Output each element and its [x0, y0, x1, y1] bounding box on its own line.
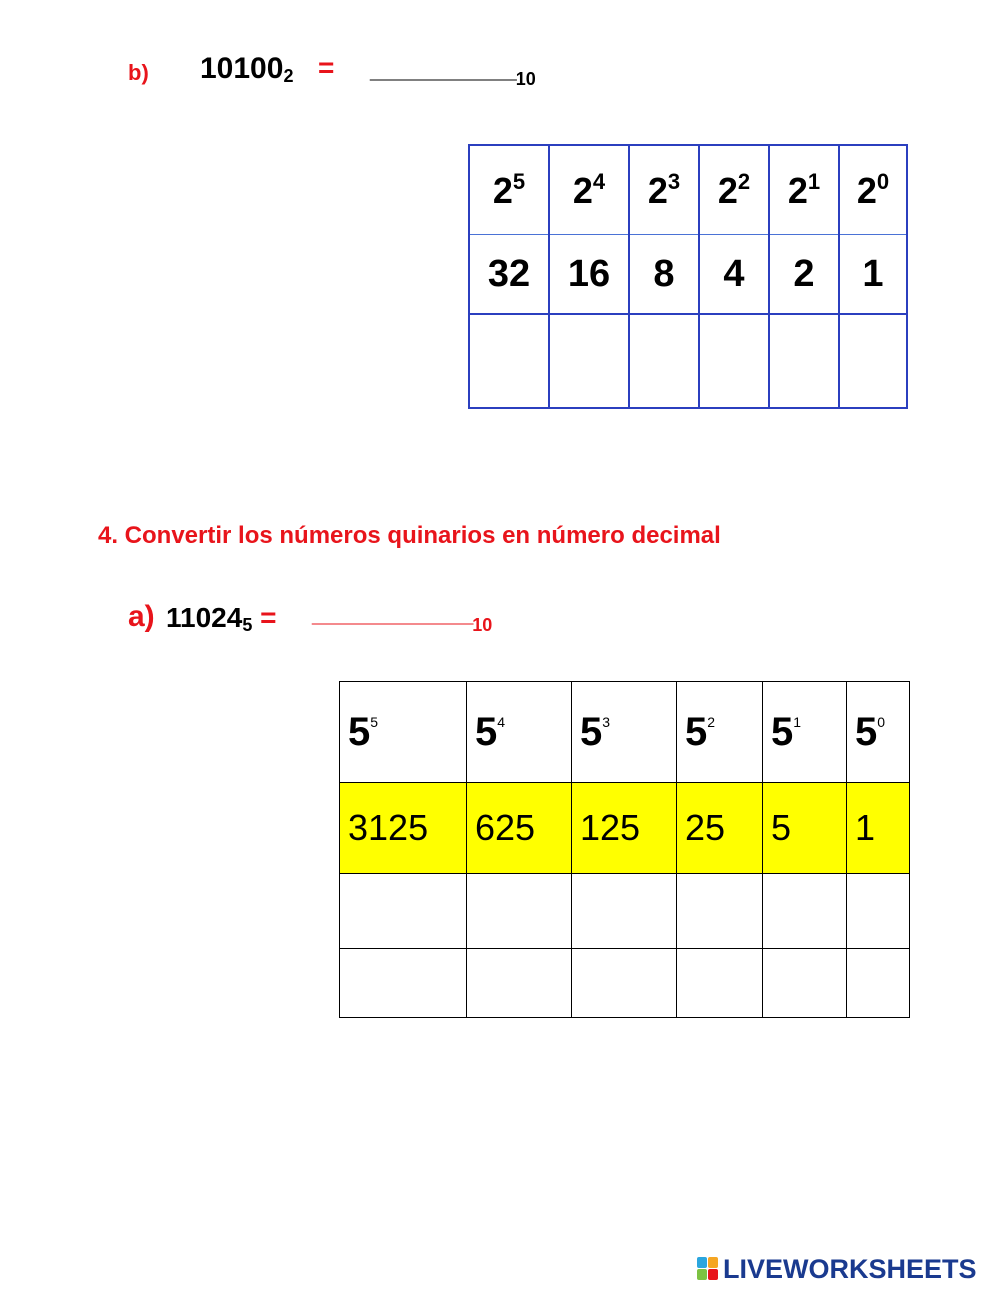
power-exponent: 1	[793, 713, 802, 730]
quinary-value-cell: 3125	[340, 783, 467, 874]
binary-value-cell: 8	[629, 235, 699, 315]
exercise-b-equals: =	[318, 52, 335, 83]
binary-value-cell: 16	[549, 235, 629, 315]
quinary-answer-cell[interactable]	[340, 949, 467, 1018]
binary-value-cell: 1	[839, 235, 907, 315]
quinary-answer-cell[interactable]	[572, 874, 677, 949]
quinary-value-cell: 25	[677, 783, 763, 874]
quinary-values-row	[340, 783, 910, 874]
power-base: 5	[855, 709, 878, 754]
section-4-heading: 4. Convertir los números quinarios en número decimal	[98, 522, 721, 549]
power-base: 2	[856, 169, 877, 211]
binary-answer-cell[interactable]	[549, 314, 629, 408]
binary-answer-cell[interactable]	[629, 314, 699, 408]
power-exponent: 2	[707, 713, 716, 730]
exercise-b-answer-blank[interactable]	[370, 52, 536, 90]
power-exponent: 1	[807, 168, 821, 194]
exercise-a-number	[166, 602, 276, 636]
quinary-answer-cell[interactable]	[677, 949, 763, 1018]
quinary-power-cell	[677, 682, 763, 783]
quinary-power-cell	[847, 682, 910, 783]
exercise-b-blank-line[interactable]: __________	[370, 52, 516, 83]
quinary-powers-row	[340, 682, 910, 783]
quinary-answer-row	[340, 949, 910, 1018]
binary-value-cell: 32	[469, 235, 549, 315]
binary-answer-cell[interactable]	[469, 314, 549, 408]
quinary-value-cell: 1	[847, 783, 910, 874]
power-base: 5	[580, 709, 603, 754]
binary-powers-row	[469, 145, 907, 235]
quinary-power-cell	[572, 682, 677, 783]
exercise-b-number	[200, 52, 293, 87]
logo-wordmark: LIVEWORKSHEETS	[723, 1254, 977, 1284]
binary-power-cell	[629, 145, 699, 235]
quinary-answer-cell[interactable]	[847, 874, 910, 949]
exercise-a-blank-line[interactable]: ___________	[312, 596, 473, 627]
exercise-a-digits: 11024	[166, 602, 243, 633]
binary-power-cell	[699, 145, 769, 235]
binary-answer-cell[interactable]	[769, 314, 839, 408]
binary-place-value-table	[468, 144, 908, 409]
exercise-a-base: 5	[242, 615, 253, 635]
exercise-a-target-base: 10	[472, 615, 493, 635]
quinary-power-cell	[467, 682, 572, 783]
binary-values-row	[469, 235, 907, 315]
power-base: 2	[717, 169, 738, 211]
binary-power-cell	[839, 145, 907, 235]
quinary-power-cell	[340, 682, 467, 783]
power-exponent: 4	[497, 713, 506, 730]
power-base: 5	[685, 709, 708, 754]
quinary-place-value-table	[339, 681, 910, 1018]
power-exponent: 2	[737, 168, 751, 194]
power-base: 2	[787, 169, 808, 211]
quinary-answer-cell[interactable]	[763, 874, 847, 949]
power-exponent: 0	[877, 713, 886, 730]
power-base: 5	[475, 709, 498, 754]
quinary-answer-cell[interactable]	[467, 874, 572, 949]
power-exponent: 0	[876, 168, 890, 194]
quinary-value-cell: 625	[467, 783, 572, 874]
quinary-answer-cell[interactable]	[340, 874, 467, 949]
exercise-a-label: a)	[128, 600, 155, 633]
binary-value-cell: 2	[769, 235, 839, 315]
power-exponent: 5	[512, 168, 526, 194]
quinary-answer-cell[interactable]	[467, 949, 572, 1018]
binary-answer-cell[interactable]	[699, 314, 769, 408]
quinary-answer-cell[interactable]	[572, 949, 677, 1018]
quinary-answer-row	[340, 874, 910, 949]
exercise-b-label: b)	[128, 60, 149, 85]
exercise-a-equals: =	[260, 602, 277, 633]
power-base: 2	[492, 169, 513, 211]
logo-blocks-icon	[697, 1257, 719, 1281]
exercise-b-target-base: 10	[515, 69, 536, 89]
power-base: 5	[348, 709, 371, 754]
binary-power-cell	[549, 145, 629, 235]
quinary-answer-cell[interactable]	[847, 949, 910, 1018]
power-base: 2	[572, 169, 593, 211]
binary-answer-cell[interactable]	[839, 314, 907, 408]
power-base: 2	[647, 169, 668, 211]
quinary-answer-cell[interactable]	[677, 874, 763, 949]
power-exponent: 4	[592, 168, 606, 194]
exercise-b-digits: 10100	[200, 52, 284, 85]
quinary-answer-cell[interactable]	[763, 949, 847, 1018]
quinary-power-cell	[763, 682, 847, 783]
binary-answer-row	[469, 314, 907, 408]
quinary-value-cell: 5	[763, 783, 847, 874]
exercise-b-base: 2	[283, 66, 294, 86]
binary-power-cell	[469, 145, 549, 235]
binary-power-cell	[769, 145, 839, 235]
power-exponent: 3	[602, 713, 611, 730]
quinary-value-cell: 125	[572, 783, 677, 874]
binary-value-cell: 4	[699, 235, 769, 315]
power-exponent: 5	[370, 713, 379, 730]
power-exponent: 3	[667, 168, 681, 194]
power-base: 5	[771, 709, 794, 754]
exercise-a-answer-blank[interactable]	[312, 596, 492, 636]
